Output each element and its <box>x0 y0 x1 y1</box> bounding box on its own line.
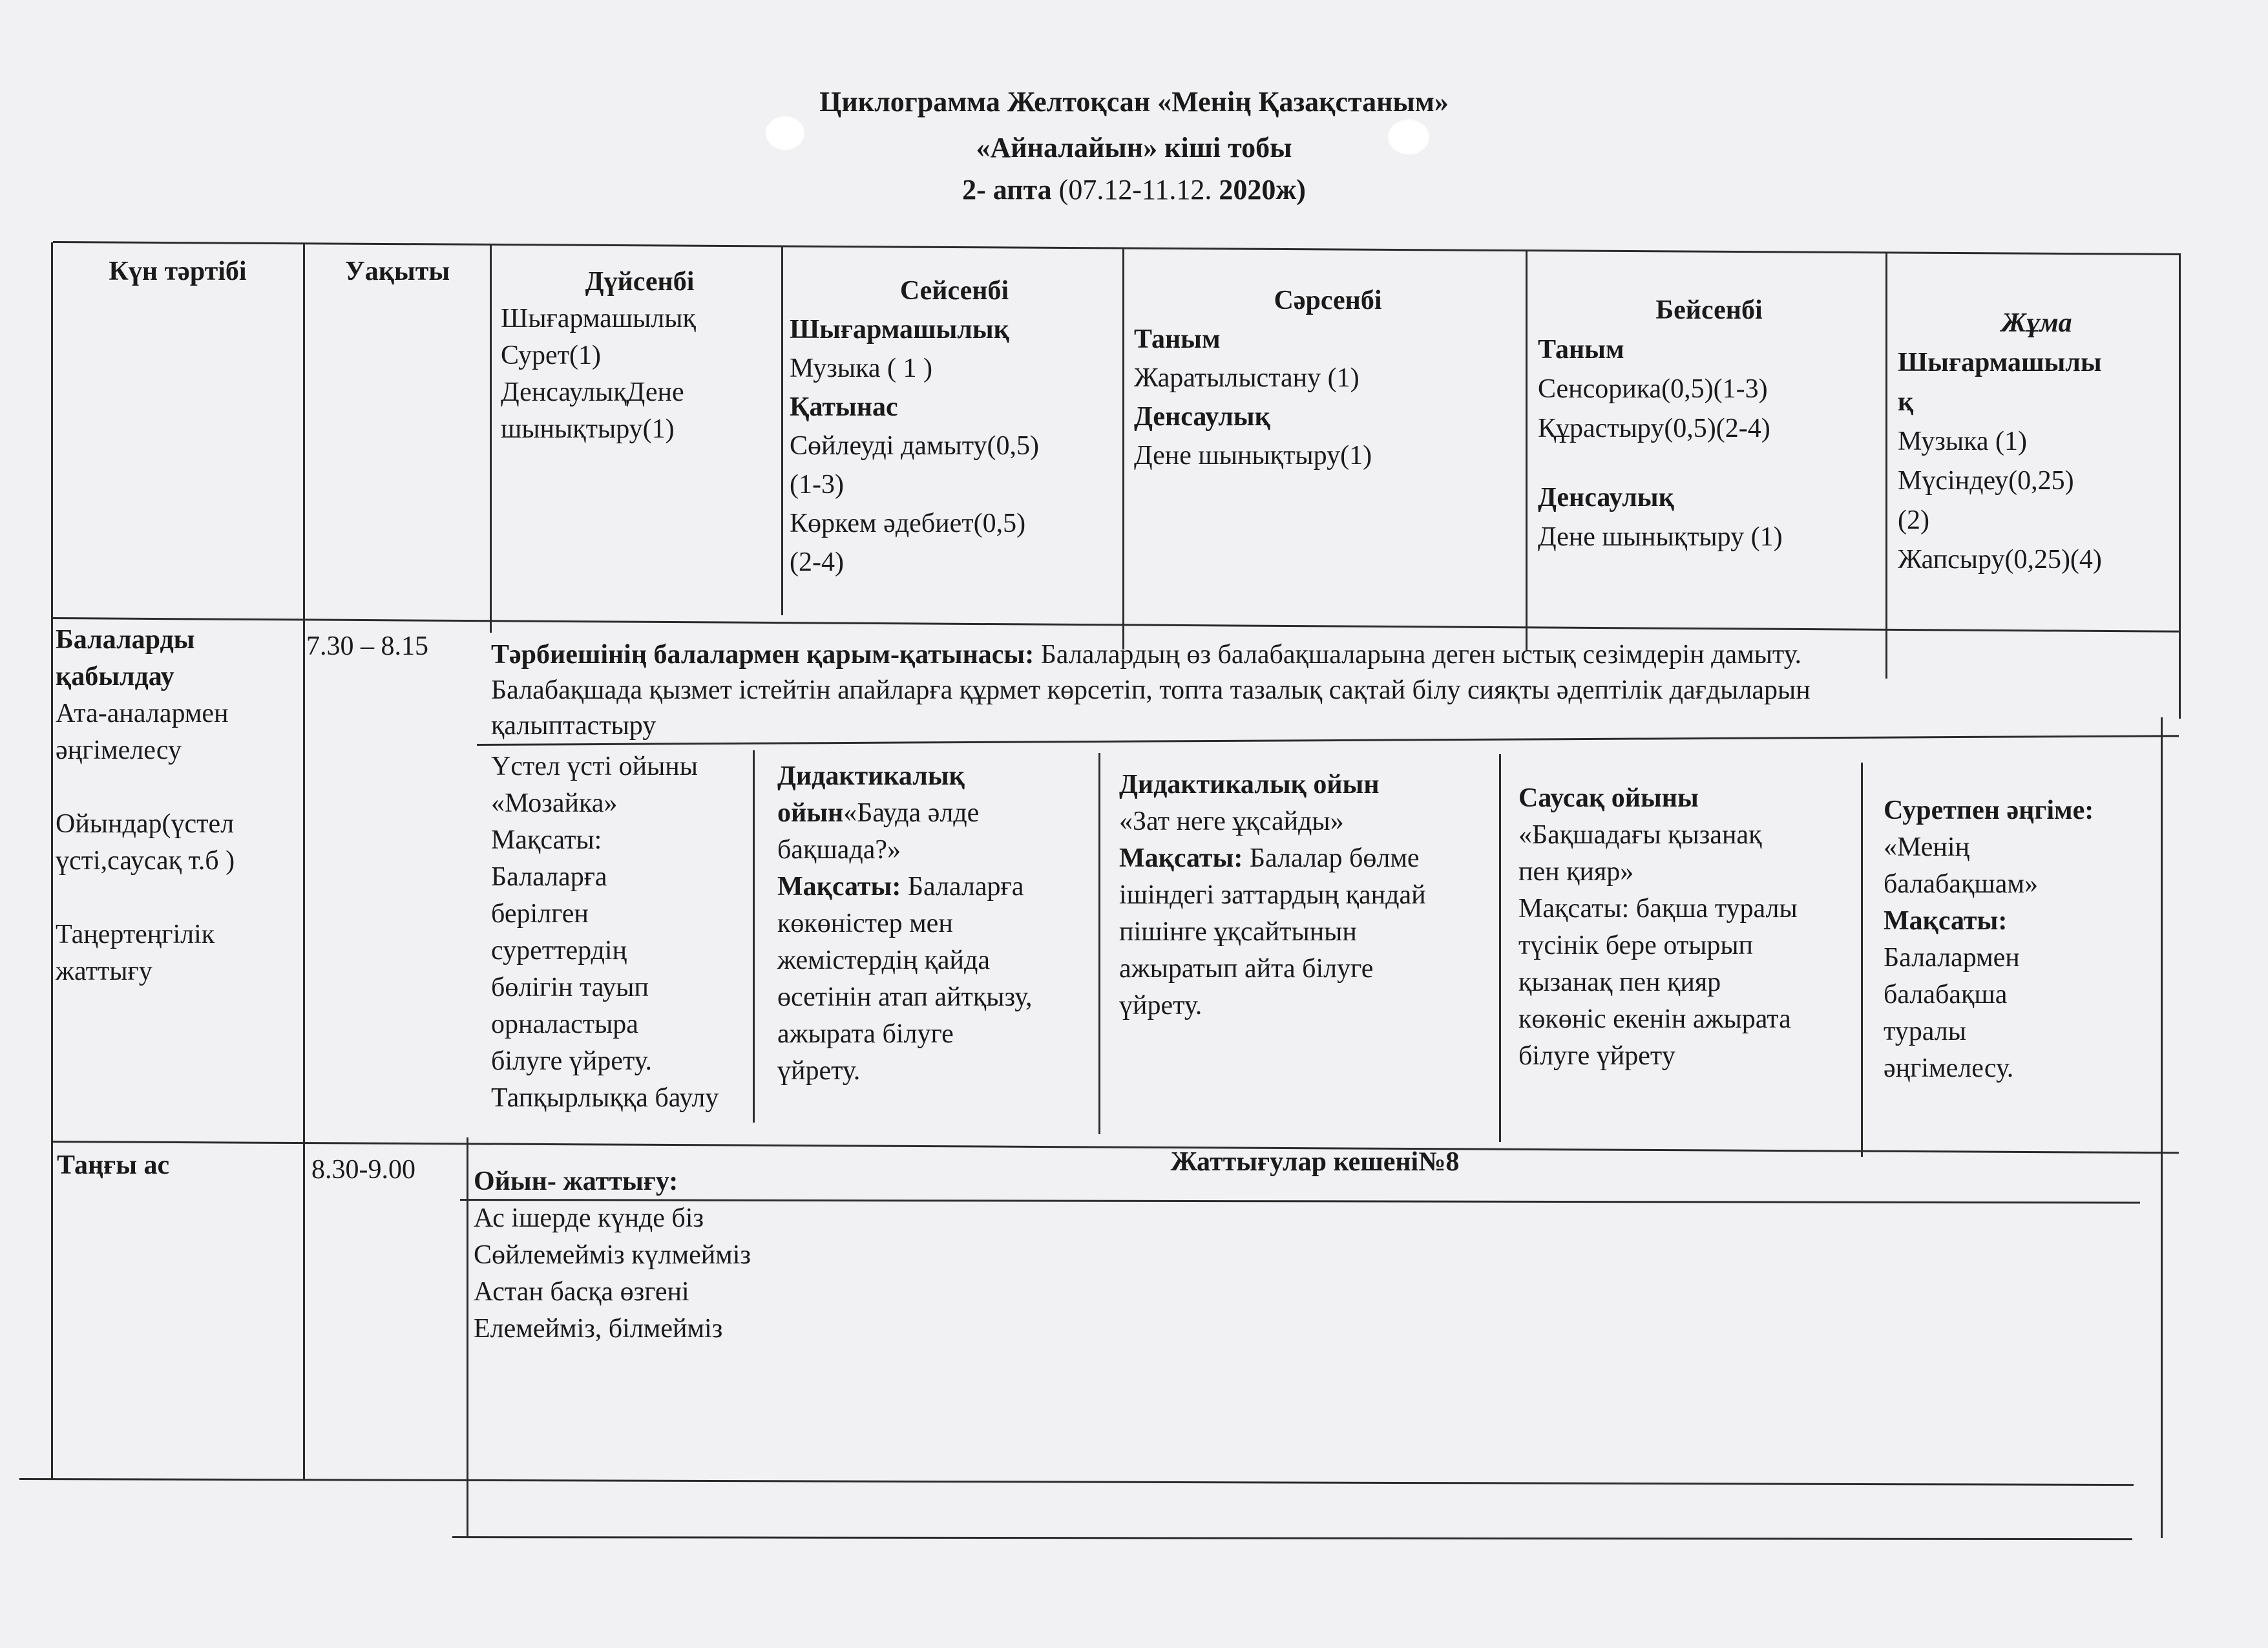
col-divider-tuesday <box>781 247 783 615</box>
game-title-2 <box>777 795 1097 832</box>
day-wednesday-line: Дене шынықтыру(1) <box>1134 441 1372 470</box>
day-friday-name: Жұма <box>2001 308 2072 338</box>
game-title: Саусақ ойыны <box>1518 783 1699 813</box>
day-friday-line: Мүсіндеу(0,25) <box>1898 466 2074 496</box>
reception-label-line: Ата-аналармен <box>56 699 229 728</box>
communication-text: Балалардың өз балабақшаларына деген ыстық сезімдерін дамыту. <box>1034 640 1802 670</box>
poem-line: Сөйлемейміз күлмейміз <box>474 1240 751 1270</box>
col-divider-friday <box>1885 252 1887 679</box>
game-line: пішінге ұқсайтынын <box>1119 917 1357 947</box>
game-line: Балалармен <box>1884 943 2020 973</box>
communication-line-2: Балабақшада қызмет істейтін апайларға құрмет көрсетіп, топта тазалық сақтай білу сияқты әдептілік дағдыларын <box>491 675 1811 705</box>
day-friday-line: Шығармашылы <box>1898 348 2102 377</box>
reception-title: Балаларды қабылдау <box>56 625 195 692</box>
day-monday-line: Сурет(1) <box>501 341 601 370</box>
day-friday-line: (2) <box>1898 505 1929 535</box>
game-monday <box>491 748 753 1117</box>
day-tuesday-name: Сейсенбі <box>899 276 1009 306</box>
games-divider-2 <box>1098 753 1100 1134</box>
week-dates: (07.12-11.12. <box>1051 174 1219 206</box>
reception-label <box>56 622 301 990</box>
table-border-bottom <box>19 1478 2134 1486</box>
game-tuesday <box>777 758 1097 1090</box>
poem-line: Елемейміз, білмейміз <box>474 1314 723 1344</box>
game-line: көкөністер мен <box>777 909 953 938</box>
day-friday-line: Жапсыру(0,25)(4) <box>1898 545 2102 575</box>
game-line: туралы <box>1884 1017 1966 1046</box>
day-thursday-line: Денсаулық <box>1538 483 1674 512</box>
doc-title-line2: «Айналайын» кіші тобы <box>976 132 1292 164</box>
week-year: 2020ж) <box>1219 174 1306 206</box>
breakfast-game <box>474 1163 1249 1347</box>
doc-title-line3 <box>0 173 2268 206</box>
day-tuesday-line: (1-3) <box>790 470 844 500</box>
day-thursday <box>1538 291 1880 557</box>
game-line: бөлігін тауып <box>491 973 649 1002</box>
day-wednesday-line: Денсаулық <box>1134 402 1270 432</box>
poem-line: Астан басқа өзгені <box>474 1277 689 1307</box>
game-line: пен қияр» <box>1518 857 1634 887</box>
exercise-complex: Жаттығулар кешені№8 <box>1170 1147 1460 1177</box>
day-tuesday-line: Сөйлеуді дамыту(0,5) <box>790 431 1040 461</box>
game-line: Үстел үсті ойыны <box>491 752 698 781</box>
day-tuesday-line: Музыка ( 1 ) <box>790 354 932 383</box>
reception-label-line: әңгімелесу <box>56 735 182 765</box>
game-line: «Менің <box>1884 832 1970 862</box>
poem-line: Ас ішерде күнде біз <box>474 1203 704 1233</box>
goal-text: Балаларға <box>901 872 1024 902</box>
game-line: Тапқырлыққа баулу <box>491 1083 719 1113</box>
table-border-bottom-right <box>452 1536 2132 1540</box>
day-thursday-line: Таным <box>1538 335 1624 364</box>
communication-block <box>491 637 2171 744</box>
game-subtitle: «Зат неге ұқсайды» <box>1119 807 1344 836</box>
game-line: білуге үйрету. <box>491 1046 653 1076</box>
game-line: жемістердің қайда <box>777 945 990 975</box>
game-thursday <box>1518 780 1861 1075</box>
communication-line-3: қалыптастыру <box>491 711 656 741</box>
breakfast-time: 8.30-9.00 <box>311 1155 415 1185</box>
game-line: өсетінін атап айтқызу, <box>777 982 1033 1012</box>
col-divider-time <box>303 244 305 1479</box>
goal-label: Мақсаты: <box>1884 906 2008 936</box>
reception-label-line: үсті,саусақ т.б ) <box>56 846 235 876</box>
game-line: орналастыра <box>491 1009 638 1039</box>
game-line: әңгімелесу. <box>1884 1053 2014 1083</box>
game-line: балабақша <box>1884 980 2008 1009</box>
day-tuesday-line: Көркем әдебиет(0,5) <box>790 509 1026 538</box>
doc-title-line1: Циклограмма Желтоқсан «Менің Қазақстаным» <box>819 86 1449 118</box>
game-title: Суретпен әңгіме: <box>1884 796 2094 825</box>
game-line: берілген <box>491 899 589 929</box>
reception-time: 7.30 – 8.15 <box>306 631 428 661</box>
day-wednesday-line: Жаратылыстану (1) <box>1134 363 1360 393</box>
game-line: Мақсаты: <box>491 825 602 855</box>
day-friday-line: қ <box>1898 387 1914 417</box>
day-monday-line: ДенсаулықДене <box>501 377 684 407</box>
col-divider-monday-bottom <box>467 1137 468 1538</box>
day-friday-line: Музыка (1) <box>1898 427 2027 456</box>
day-thursday-line: Құрастыру(0,5)(2-4) <box>1538 414 1770 443</box>
game-title-word: ойын <box>777 798 844 828</box>
game-line: ішіндегі заттардың қандай <box>1119 880 1426 910</box>
day-friday <box>1898 304 2176 580</box>
game-line: «Мозайка» <box>491 788 618 818</box>
breakfast-game-title: Ойын- жаттығу: <box>474 1167 678 1196</box>
game-line: көкөніс екенін ажырата <box>1518 1004 1791 1034</box>
game-title: Дидактикалық ойын <box>1119 770 1380 799</box>
game-line: түсінік бере отырып <box>1518 931 1754 960</box>
game-line: Мақсаты: бақша туралы <box>1518 894 1798 924</box>
game-friday <box>1884 792 2168 1087</box>
breakfast-label: Таңғы ас <box>57 1150 170 1180</box>
reception-label-line: Ойындар(үстел <box>56 809 235 839</box>
col-divider-wednesday <box>1122 249 1124 650</box>
col-divider-monday-top <box>490 245 492 633</box>
communication-label: Тәрбиешінің балалармен қарым-қатынасы: <box>491 640 1034 670</box>
games-divider-4 <box>1861 763 1863 1157</box>
game-wednesday <box>1119 766 1500 1024</box>
games-divider-1 <box>753 750 755 1123</box>
game-title: Дидактикалық <box>777 761 965 791</box>
day-monday-line: Шығармашылық <box>501 304 696 333</box>
game-title-rest: «Бауда әлде <box>843 798 980 828</box>
day-thursday-line: Сенсорика(0,5)(1-3) <box>1538 374 1768 404</box>
reception-label-line: Таңертеңгілік <box>56 920 215 949</box>
day-monday <box>501 264 779 448</box>
header-schedule: Күн тәртібі <box>109 257 247 286</box>
day-wednesday-line: Таным <box>1134 324 1221 354</box>
col-divider-thursday <box>1526 251 1528 651</box>
game-line: қызанақ пен қияр <box>1518 967 1721 997</box>
goal-label: Мақсаты: <box>777 872 901 902</box>
communication-line-1 <box>491 637 2171 673</box>
game-line: білуге үйрету <box>1518 1041 1675 1071</box>
game-goal <box>1119 840 1500 877</box>
day-thursday-name: Бейсенбі <box>1655 295 1763 325</box>
reception-label-line: жаттығу <box>56 956 152 986</box>
header-time: Уақыты <box>344 257 450 286</box>
table-border-right-top <box>2179 253 2181 719</box>
day-monday-line: шынықтыру(1) <box>501 414 675 444</box>
goal-text: Балалар бөлме <box>1243 843 1420 873</box>
game-line: Балаларға <box>491 862 607 892</box>
game-line: бақшада?» <box>777 835 901 865</box>
game-line: үйрету. <box>1119 991 1202 1020</box>
day-monday-name: Дүйсенбі <box>585 267 695 297</box>
game-line: үйрету. <box>777 1056 861 1086</box>
game-line: ажырата білуге <box>777 1019 954 1049</box>
game-line: «Бақшадағы қызанақ <box>1518 820 1762 850</box>
game-goal <box>777 869 1097 905</box>
table-border-left <box>51 242 53 1479</box>
week-label: 2- апта <box>962 174 1052 206</box>
game-line: суреттердің <box>491 936 627 966</box>
day-tuesday-line: Қатынас <box>790 392 898 422</box>
day-thursday-line: Дене шынықтыру (1) <box>1538 522 1783 552</box>
day-tuesday-line: Шығармашылық <box>790 315 1009 344</box>
day-tuesday <box>790 271 1119 582</box>
day-wednesday-name: Сәрсенбі <box>1274 286 1382 315</box>
goal-label: Мақсаты: <box>1119 843 1243 873</box>
day-wednesday <box>1134 281 1522 475</box>
game-line: ажыратып айта білуге <box>1119 954 1374 984</box>
game-line: балабақшам» <box>1884 869 2038 899</box>
day-tuesday-line: (2-4) <box>790 547 844 577</box>
